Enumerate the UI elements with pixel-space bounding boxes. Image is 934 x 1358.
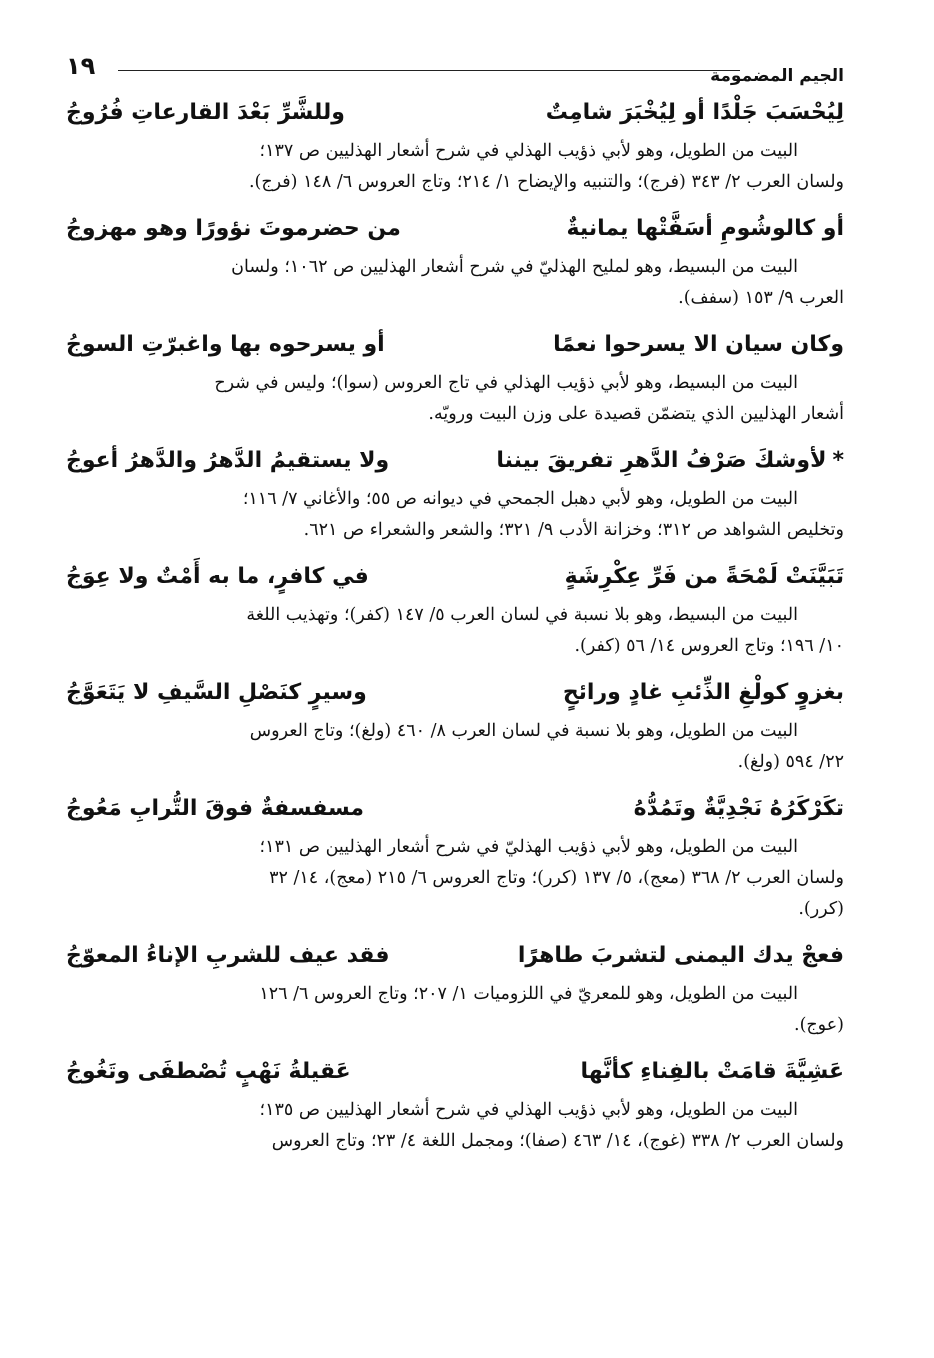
- verse-entry: [66, 206, 844, 314]
- asterisk-marker: *: [832, 448, 844, 473]
- verse-line: [66, 786, 844, 832]
- verse-entry: [66, 786, 844, 925]
- verse-line: [66, 554, 844, 600]
- first-hemistich: أو كالوشُومِ أسَفَّتْها يمانيةٌ: [566, 216, 844, 241]
- commentary-line: البيت من الطويل، وهو لأبي دهبل الجمحي في ديوانه ص ٥٥؛ والأغاني ٧/ ١١٦؛: [242, 489, 798, 509]
- verse-first-half-group: [553, 322, 844, 368]
- verse-line: [66, 206, 844, 252]
- second-hemistich: من حضرموتَ نؤورًا وهو مهزوجُ: [66, 216, 401, 241]
- commentary-line: البيت من البسيط، وهو بلا نسبة في لسان العرب ٥/ ١٤٧ (كفر)؛ وتهذيب اللغة: [246, 605, 798, 625]
- page-number: ١٩: [66, 52, 96, 80]
- commentary-line: ولسان العرب ٢/ ٣٦٨ (معج)، ٥/ ١٣٧ (كرر)؛ وتاج العروس ٦/ ٢١٥ (معج)، ١٤/ ٣٢: [269, 868, 844, 888]
- commentary-line: ٢٢/ ٥٩٤ (ولغ).: [737, 752, 844, 772]
- verse-commentary: [66, 484, 844, 546]
- commentary-line: (عوج).: [794, 1015, 844, 1035]
- first-hemistich: لِيُحْسَبَ جَلْدًا أو لِيُخْبَرَ شامِتٌ: [545, 100, 844, 125]
- second-hemistich: وللشَّرِّ بَعْدَ القارعاتِ فُرُوجُ: [66, 100, 345, 125]
- verse-first-half-group: [518, 933, 844, 979]
- commentary-line: البيت من الطويل، وهو لأبي ذؤيب الهذليّ في شرح أشعار الهذليين ص ١٣١؛: [259, 837, 798, 857]
- commentary-line: البيت من البسيط، وهو لمليح الهذليّ في شرح أشعار الهذليين ص ١٠٦٢؛ ولسان: [231, 257, 798, 277]
- commentary-line: وتخليص الشواهد ص ٣١٢؛ وخزانة الأدب ٩/ ٣٢١؛ والشعر والشعراء ص ٦٢١.: [303, 520, 844, 540]
- second-hemistich: أو يسرحوه بها واغبرّتِ السوجُ: [66, 332, 385, 357]
- verse-line: [66, 90, 844, 136]
- verse-line: [66, 1049, 844, 1095]
- second-hemistich: مسفسفةٌ فوقَ التُّرابِ مَعُوجُ: [66, 796, 365, 821]
- commentary-line: البيت من البسيط، وهو لأبي ذؤيب الهذلي في تاج العروس (سوا)؛ وليس في شرح: [214, 373, 798, 393]
- verse-commentary: [66, 368, 844, 430]
- verse-commentary: [66, 716, 844, 778]
- verse-entry: [66, 933, 844, 1041]
- first-hemistich: بغزوٍ كولْغِ الذِّئبِ غادٍ ورائحٍ: [562, 680, 844, 705]
- first-hemistich: تَبَيَّنَتْ لَمْحَةً من فَرِّ عِكْرِشَةٍ: [564, 564, 844, 589]
- first-hemistich: عَشِيَّةَ قامَتْ بالفِناءِ كأنَّها: [580, 1059, 844, 1084]
- verse-line: [66, 322, 844, 368]
- commentary-line: ولسان العرب ٢/ ٣٤٣ (فرج)؛ والتنبيه والإيضاح ١/ ٢١٤؛ وتاج العروس ٦/ ١٤٨ (فرج).: [248, 172, 844, 192]
- verse-entry: [66, 554, 844, 662]
- verse-entry: [66, 322, 844, 430]
- verse-first-half-group: [565, 554, 844, 600]
- verse-first-half-group: [563, 670, 844, 716]
- second-hemistich: ولا يستقيمُ الدَّهرُ والدَّهرُ أعوجُ: [66, 448, 390, 473]
- commentary-line: أشعار الهذليين الذي يتضمّن قصيدة على وزن البيت ورويّه.: [428, 404, 844, 424]
- second-hemistich: وسيرٍ كنَصْلِ السَّيفِ لا يَتَعَوَّجُ: [66, 680, 367, 705]
- commentary-line: (كرر).: [798, 899, 844, 919]
- commentary-line: ولسان العرب ٢/ ٣٣٨ (غوج)، ١٤/ ٤٦٣ (صفا)؛ ومجمل اللغة ٤/ ٢٣؛ وتاج العروس: [271, 1131, 844, 1151]
- first-hemistich: تكَرْكَرُهُ نَجْدِيَّةٌ وتَمُدُّهُ: [633, 796, 844, 821]
- verse-line: [66, 933, 844, 979]
- verse-line: [66, 438, 844, 484]
- verse-commentary: [66, 832, 844, 925]
- verse-entries: [66, 90, 844, 1157]
- header-rule: [118, 70, 740, 71]
- verse-entry: [66, 438, 844, 546]
- verse-first-half-group: [567, 206, 844, 252]
- second-hemistich: عَقيلةُ نَهْبٍ تُصْطفَى وتَغُوجُ: [66, 1059, 351, 1084]
- commentary-line: البيت من الطويل، وهو لأبي ذؤيب الهذلي في شرح أشعار الهذليين ص ١٣٧؛: [259, 141, 798, 161]
- commentary-line: البيت من الطويل، وهو للمعريّ في اللزوميات ١/ ٢٠٧؛ وتاج العروس ٦/ ١٢٦: [259, 984, 798, 1004]
- verse-line: [66, 670, 844, 716]
- second-hemistich: فقد عيف للشربِ الإناءُ المعوّجُ: [66, 943, 390, 968]
- running-title: الجيم المضمومة: [710, 66, 844, 86]
- commentary-line: ١٠/ ١٩٦؛ وتاج العروس ١٤/ ٥٦ (كفر).: [574, 636, 844, 656]
- verse-entry: [66, 670, 844, 778]
- verse-commentary: [66, 136, 844, 198]
- first-hemistich: لأوشكَ صَرْفُ الدَّهرِ تفريقَ بيننا: [496, 448, 827, 473]
- verse-commentary: [66, 979, 844, 1041]
- book-page: [66, 52, 844, 1342]
- first-hemistich: وكان سيان الا يسرحوا نعمًا: [553, 332, 844, 357]
- page-header: [66, 52, 844, 90]
- verse-first-half-group: [546, 90, 844, 136]
- commentary-line: العرب ٩/ ١٥٣ (سفف).: [678, 288, 844, 308]
- verse-entry: [66, 90, 844, 198]
- verse-commentary: [66, 1095, 844, 1157]
- verse-commentary: [66, 252, 844, 314]
- verse-entry: [66, 1049, 844, 1157]
- commentary-line: البيت من الطويل، وهو لأبي ذؤيب الهذلي في شرح أشعار الهذليين ص ١٣٥؛: [259, 1100, 798, 1120]
- second-hemistich: في كافرٍ، ما به أَمْتٌ ولا عِوَجُ: [66, 564, 369, 589]
- verse-first-half-group: [634, 786, 844, 832]
- first-hemistich: فعجْ يدك اليمنى لتشربَ طاهرًا: [517, 943, 844, 968]
- commentary-line: البيت من الطويل، وهو بلا نسبة في لسان العرب ٨/ ٤٦٠ (ولغ)؛ وتاج العروس: [249, 721, 798, 741]
- verse-commentary: [66, 600, 844, 662]
- verse-first-half-group: [581, 1049, 845, 1095]
- verse-first-half-group: [496, 438, 844, 484]
